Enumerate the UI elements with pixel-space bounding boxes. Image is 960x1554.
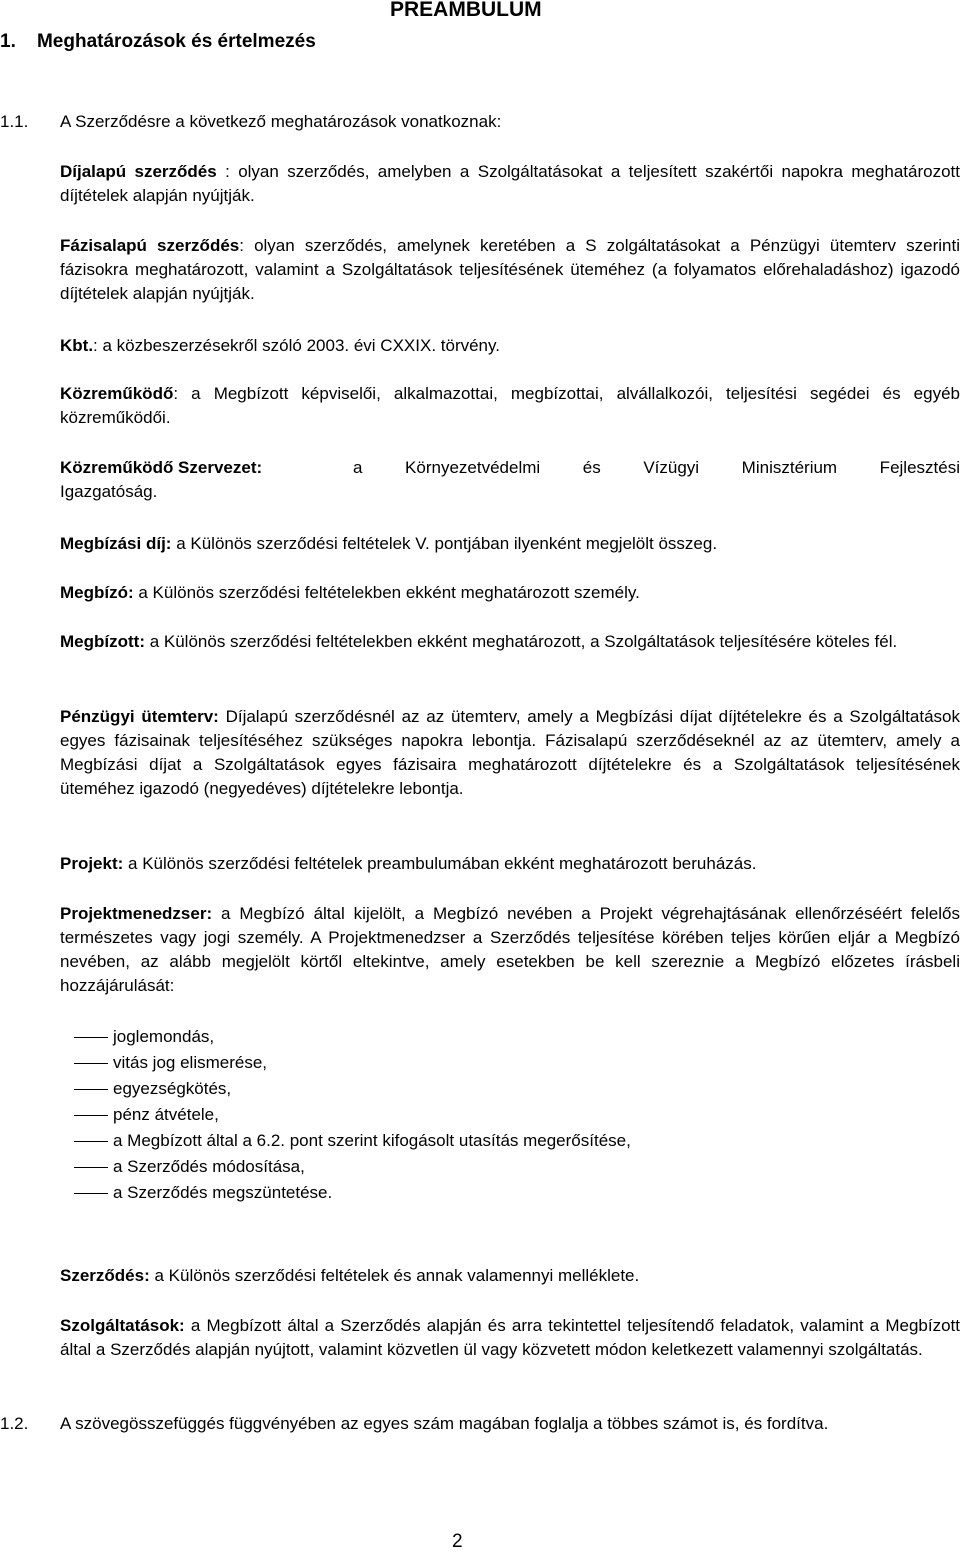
def-term: Díjalapú szerződés (60, 162, 217, 181)
page-title: PREAMBULUM (390, 0, 542, 21)
item-1-2-text: A szövegösszefüggés függvényében az egyes szám magában foglalja a többes számot is, és fordítva. (60, 1414, 829, 1433)
def-term: Szerződés: (60, 1266, 150, 1285)
def-term: Megbízott: (60, 632, 145, 651)
item-1-1-number: 1.1. (0, 112, 29, 131)
def-text: a Különös szerződési feltételek V. pontjában ilyenként megjelölt összeg. (171, 534, 718, 553)
def-projektmenedzser (60, 902, 960, 998)
def-text: a Különös szerződési feltételek és annak valamennyi melléklete. (149, 1266, 640, 1285)
list-item: a Szerződés megszüntetése. (60, 1180, 631, 1206)
def-text: a Különös szerződési feltételekben ekként meghatározott, a Szolgáltatások teljesítésére köteles fél. (144, 632, 898, 651)
list-item: joglemondás, (60, 1024, 631, 1050)
def-text: a Megbízó által kijelölt, a Megbízó nevében a Projekt végrehajtásának ellenőrzéséért felelős természetes vagy jogi személy. A Projektmenedzser a Szerződés teljesítése körében teljes körűen eljár a Megbízó nevében, az alább megjelölt körtől eltekintve, amely esetekben be kell szereznie a Megbízó előzetes írásbeli hozzájárulását: (60, 904, 960, 995)
def-megbizo (60, 581, 960, 605)
dash-bullet (74, 1141, 108, 1142)
list-item: vitás jog elismerése, (60, 1050, 631, 1076)
def-megbizasi-dij (60, 532, 960, 556)
def-text: a Környezetvédelmi és Vízügyi Minisztérium Fejlesztési (353, 458, 960, 477)
def-term: Projektmenedzser: (60, 904, 213, 923)
dash-bullet (74, 1167, 108, 1168)
list-item: a Megbízott által a 6.2. pont szerint kifogásolt utasítás megerősítése, (60, 1128, 631, 1154)
def-term: Szolgáltatások: (60, 1316, 185, 1335)
dash-bullet (74, 1089, 108, 1090)
def-text: : olyan szerződés, amelyben a Szolgáltatásokat a teljesített szakértői napokra meghatározott díjtételek alapján nyújtják. (60, 162, 960, 205)
section-heading (0, 30, 316, 54)
section-title: Meghatározások és értelmezés (36, 31, 316, 52)
def-kozremukodo (60, 382, 960, 430)
def-term: Közreműködő Szervezet: (60, 458, 263, 477)
def-dijalapu (60, 160, 960, 208)
def-term: Kbt. (60, 336, 94, 355)
def-term: Megbízási díj: (60, 534, 172, 553)
def-term: Projekt: (60, 854, 124, 873)
def-kbt (60, 334, 960, 358)
def-text: : a közbeszerzésekről szóló 2003. évi CXXIX. törvény. (93, 336, 500, 355)
def-term: Közreműködő (60, 384, 174, 403)
list-item: pénz átvétele, (60, 1102, 631, 1128)
def-text: : a Megbízott képviselői, alkalmazottai, megbízottai, alvállalkozói, teljesítési segédei és egyéb közreműködői. (60, 384, 960, 427)
def-text: Díjalapú szerződésnél az az ütemterv, amely a Megbízási díjat díjtételekre és a Szolgáltatások egyes fázisainak teljesítéséhez szükséges napokra lebontja. Fázisalapú szerződéseknél az az ütemterv, amely a Megbízási díjat a Szolgáltatások egyes fázisaira meghatározott díjtételekre és a Szolgáltatások teljesítésének üteméhez igazodó (negyedéves) díjtételekre lebontja. (60, 707, 960, 798)
item-1-1-text: A Szerződésre a következő meghatározások vonatkoznak: (60, 112, 502, 131)
section-number: 1. (0, 31, 16, 52)
list-item: a Szerződés módosítása, (60, 1154, 631, 1180)
item-1-2-number: 1.2. (0, 1414, 29, 1433)
def-szolgaltatasok (60, 1314, 960, 1362)
def-megbizott (60, 630, 960, 654)
def-text-continued: Igazgatóság. (60, 482, 158, 501)
page-number: 2 (452, 1531, 463, 1552)
def-penzugyi-utemterv (60, 705, 960, 801)
def-text: a Megbízott által a Szerződés alapján és arra tekintettel teljesítendő feladatok, valamint a Megbízott által a Szerződés alapján nyújtott, valamint közvetlen ül vagy közvetett módon keletkezett valamennyi szolgáltatás. (60, 1316, 960, 1359)
dash-bullet (74, 1037, 108, 1038)
def-text: : olyan szerződés, amelynek keretében a S zolgáltatásokat a Pénzügyi ütemterv szerinti fázisokra meghatározott, valamint a Szolgáltatások teljesítésének üteméhez (a folyamatos előrehaladáshoz) igazodó díjtételek alapján nyújtják. (60, 236, 960, 303)
dash-bullet (74, 1193, 108, 1194)
list-item: egyezségkötés, (60, 1076, 631, 1102)
def-text: a Különös szerződési feltételek preambulumában ekként meghatározott beruházás. (123, 854, 757, 873)
def-projekt (60, 852, 960, 876)
def-text: a Különös szerződési feltételekben ekként meghatározott személy. (133, 583, 640, 602)
dash-bullet (74, 1115, 108, 1116)
def-fazisalapu (60, 234, 960, 306)
def-term: Fázisalapú szerződés (60, 236, 240, 255)
exception-list (60, 1024, 631, 1206)
def-term: Pénzügyi ütemterv: (60, 707, 219, 726)
def-szerzodes (60, 1264, 960, 1288)
def-term: Megbízó: (60, 583, 134, 602)
dash-bullet (74, 1063, 108, 1064)
